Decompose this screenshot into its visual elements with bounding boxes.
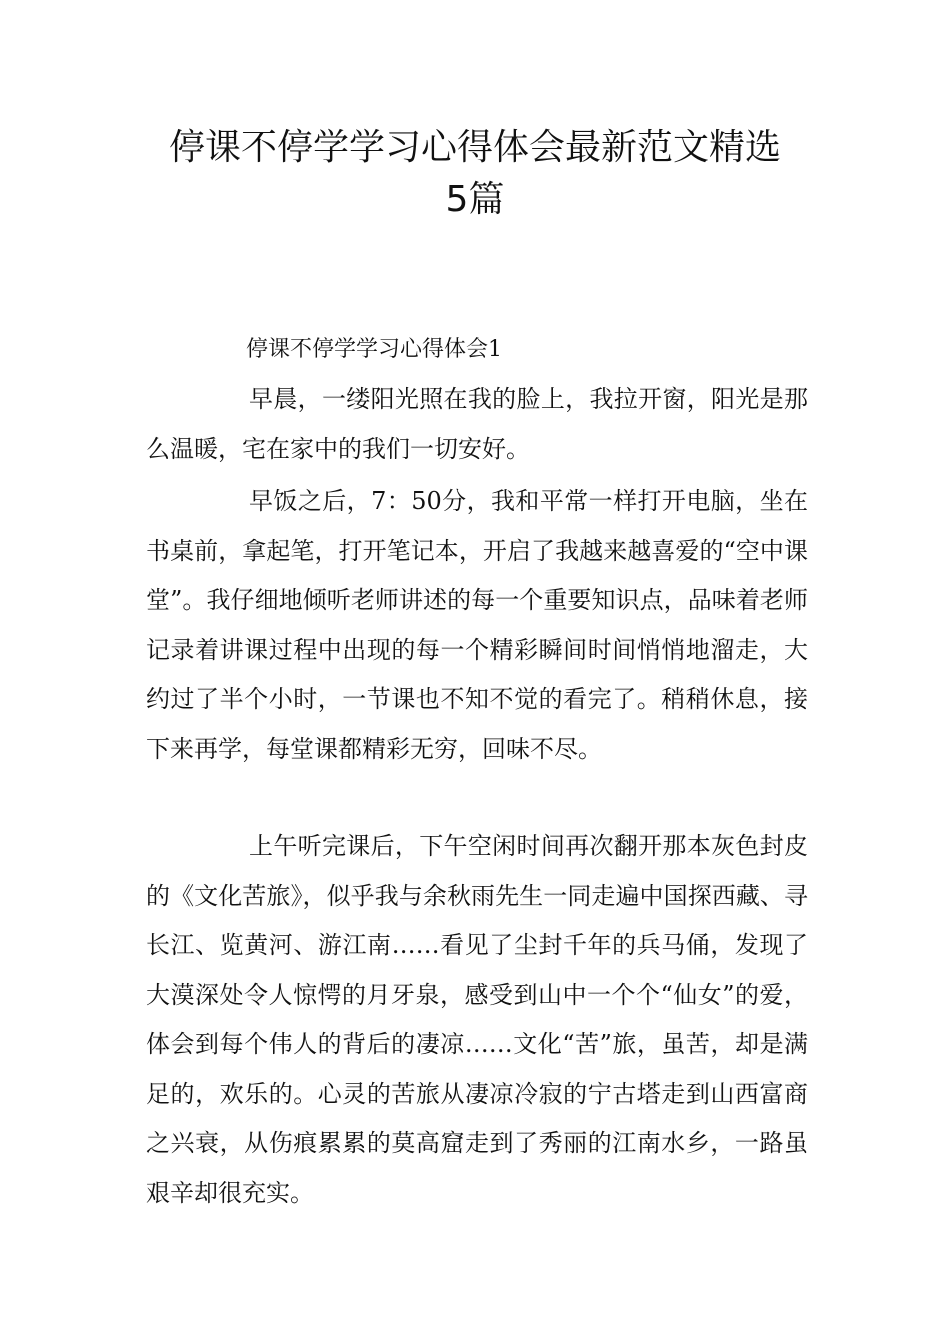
title-line-2: 5篇 <box>445 179 505 220</box>
paragraph-1: 早晨，一缕阳光照在我的脸上，我拉开窗，阳光是那么温暖，宅在家中的我们一切安好。 <box>146 385 808 463</box>
document-title <box>120 122 830 226</box>
section-heading: 停课不停学学习心得体会1 <box>246 337 502 362</box>
paragraph-2: 早饭之后，7：50分，我和平常一样打开电脑，坐在书桌前，拿起笔，打开笔记本，开启了我越来越喜爱的“空中课堂”。我仔细地倾听老师讲述的每一个重要知识点，品味着老师记录着讲课过程中出现的每一个精彩瞬间时间悄悄地溜走，大约过了半个小时，一节课也不知不觉的看完了。稍稍休息，接下来再学，每堂课都精彩无穷，回味不尽。 <box>146 487 808 763</box>
paragraph-3: 上午听完课后，下午空闲时间再次翻开那本灰色封皮的《文化苦旅》，似乎我与余秋雨先生一同走遍中国探西藏、寻长江、览黄河、游江南……看见了尘封千年的兵马俑，发现了大漠深处令人惊愕的月牙泉，感受到山中一个个“仙女”的爱，体会到每个伟人的背后的凄凉……文化“苦”旅，虽苦，却是满足的，欢乐的。心灵的苦旅从凄凉冷寂的宁古塔走到山西富商之兴衰，从伤痕累累的莫高窟走到了秀丽的江南水乡，一路虽艰辛却很充实。 <box>146 832 808 1207</box>
title-line-1: 停课不停学学习心得体会最新范文精选 <box>168 127 781 168</box>
